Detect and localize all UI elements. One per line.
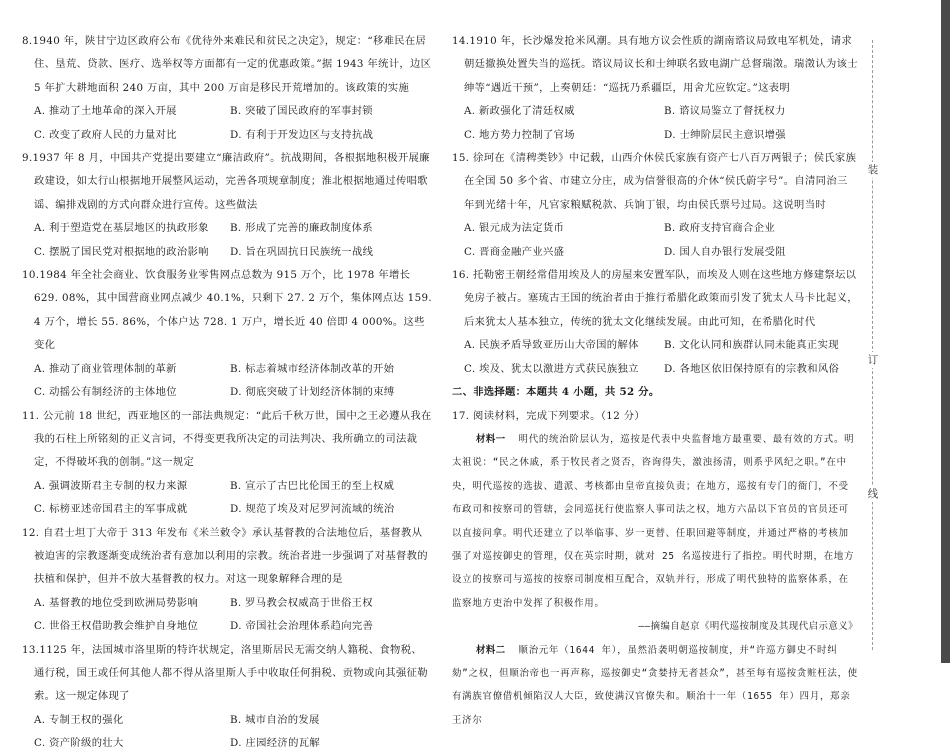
options bbox=[22, 709, 432, 756]
option-a: A. 银元成为法定货币 bbox=[464, 222, 565, 235]
option-b: B. 城市自治的发展 bbox=[230, 713, 320, 726]
options bbox=[452, 334, 858, 381]
binding-line bbox=[872, 40, 874, 650]
question-stem: 14.1910 年，长沙爆发抢米风潮。具有地方议会性质的湖南谘议局致电军机处，请求朝廷撤换处置失当的巡抚。谘议局议长和士绅联名致电湖广总督瑞澂。瑞澂认为该士绅等“遇近干预”，上奏朝廷：“巡抚乃系疆臣，用舍尤应钦定。”这表明 bbox=[452, 35, 858, 94]
option-d: D. 旨在巩固抗日民族统一战线 bbox=[230, 245, 374, 258]
option-d: D. 士绅阶层民主意识增强 bbox=[664, 128, 786, 141]
option-d: D. 国人自办银行发展受阻 bbox=[664, 245, 786, 258]
option-d: D. 规范了埃及对尼罗河流域的统治 bbox=[230, 503, 395, 516]
question-stem: 17. 阅读材料，完成下列要求。（12 分） bbox=[452, 409, 646, 422]
question-15 bbox=[452, 147, 858, 264]
question-stem: 10.1984 年全社会商业、饮食服务业零售网点总数为 915 万个，比 1978 年增长 629. 08%，其中国营商业网点减少 40.1%，只剩下 27. 2 万个，集体网点达 159. 4 万个，增长 55. 86%，个体户达 728. 1 万户，增长近 40 倍即 4 000%。这些变化 bbox=[22, 269, 432, 352]
question-stem: 12. 自君士坦丁大帝于 313 年发布《米兰敕令》承认基督教的合法地位后，基督教从被迫害的宗教逐渐变成统治者有意加以利用的宗教。统治者进一步强调了对基督教的扶植和保护，但并不放大基督教的权力。对这一现象解释合理的是 bbox=[22, 526, 428, 586]
material-1 bbox=[452, 428, 858, 615]
option-b: B. 形成了完善的廉政制度体系 bbox=[230, 222, 373, 235]
option-d: D. 各地区依旧保持原有的宗教和风俗 bbox=[664, 362, 840, 375]
page-edge-strip bbox=[941, 0, 950, 663]
option-a: A. 利于塑造党在基层地区的执政形象 bbox=[34, 222, 209, 235]
options bbox=[452, 100, 858, 147]
option-c: C. 晋商金融产业兴盛 bbox=[464, 245, 565, 258]
option-b: B. 谘议局鉴立了督抚权力 bbox=[664, 105, 786, 118]
question-stem: 16. 托勒密王朝经常借用埃及人的房屋来安置军队，而埃及人则在这些地方修建祭坛以免房子被占。塞琉古王国的统治者由于推行希腊化政策而引发了犹太人马卡比起义，后来犹太人基本独立，传统的犹太文化继续发展。由此可知，在希腊化时代 bbox=[452, 269, 858, 328]
option-c: C. 资产阶级的壮大 bbox=[34, 737, 124, 750]
question-stem: 8.1940 年，陕甘宁边区政府公布《优待外来难民和贫民之决定》，规定：“移难民在居住、垦荒、贷款、医疗、选举权等方面都有一定的优惠政策。”据 1943 年统计，边区 5 年扩大耕地面积 240 万亩，其中 200 万亩是移民开荒增加的。该政策的实施 bbox=[22, 35, 432, 94]
material-text: 顺治元年（1644 年），虽然沿袭明朝巡按制度，并“许巡方御史不时纠劾”之权，但顺治帝也一再声称，巡按御史“贪婪持无者甚众”，甚至每有巡按贪赃枉法，使有满族官僚借机倾陷汉人大臣，致使满汉官僚失和。顺治十一年（1655 年）四月，郑亲王济尔 bbox=[452, 644, 858, 726]
binding-char-xian: 线 bbox=[862, 486, 884, 502]
option-b: B. 文化认同和族群认同未能真正实现 bbox=[664, 339, 839, 352]
option-c: C. 动摇公有制经济的主体地位 bbox=[34, 386, 177, 399]
material-source: ——摘编自赵京《明代巡按制度及其现代启示意义》 bbox=[638, 621, 858, 633]
option-d: D. 彻底突破了计划经济体制的束缚 bbox=[230, 386, 395, 399]
option-c: C. 世俗王权借助教会维护自身地位 bbox=[34, 620, 199, 633]
options bbox=[22, 217, 432, 264]
question-14 bbox=[452, 30, 858, 147]
option-c: C. 改变了政府人民的力量对比 bbox=[34, 128, 177, 141]
material-2 bbox=[452, 639, 858, 733]
binding-char-ding: 订 bbox=[862, 352, 884, 368]
options bbox=[452, 217, 858, 264]
left-column bbox=[22, 30, 432, 756]
option-b: B. 政府支持官商合企业 bbox=[664, 222, 775, 235]
options bbox=[22, 358, 432, 405]
option-b: B. 宣示了古巴比伦国王的至上权威 bbox=[230, 479, 395, 492]
question-stem: 11. 公元前 18 世纪，西亚地区的一部法典规定：“此后千秋万世，国中之王必遵从我在我的石柱上所铭刻的正义言词，不得变更我所决定的司法判决、我所确立的司法裁定，不得破坏我的创制。”这一规定 bbox=[22, 409, 432, 469]
option-a: A. 推动了土地革命的深入开展 bbox=[34, 105, 177, 118]
option-d: D. 帝国社会治理体系趋向完善 bbox=[230, 620, 374, 633]
option-b: B. 标志着城市经济体制改革的开始 bbox=[230, 362, 395, 375]
material-text: 明代的统治阶层认为，巡按是代表中央监督地方最重要、最有效的方式。明太祖说：“民之休戚，系于牧民者之贤否，咨询得失，激浊扬清，则系乎风纪之职。”在中央，明代巡按的选拔、遣派、考核都由皇帝直接负责；在地方，巡按有专门的衙门，不受布政司和按察司的管辖，会同巡抚行使监察人事司法之权，地方六品以下官员的官员还可以直接问拿。明代还建立了以举临事、岁一更替、任职回避等制度，并通过严格的考核加强了对巡按御史的管理，仅在英宗时期，就对 25 名巡按进行了指控。明代时期，在地方设立的按察司与巡按的按察司制度相互配合，双轨并行，形成了明代独特的监察体系，在监察地方吏治中发挥了积极作用。 bbox=[452, 433, 855, 609]
option-a: A. 新政强化了清廷权威 bbox=[464, 105, 575, 118]
option-c: C. 标榜亚述帝国君主的军事成就 bbox=[34, 503, 188, 516]
binding-char-zhuang: 装 bbox=[862, 162, 884, 178]
option-c: C. 摆脱了国民党对根据地的政治影响 bbox=[34, 245, 209, 258]
material-label: 材料一 bbox=[476, 433, 506, 445]
question-stem: 9.1937 年 8 月，中国共产党提出要建立“廉洁政府”。抗战期间，各根据地积极开展廉政建设，如太行山根据地开展整风运动，完善各项规章制度；淮北根据地通过传唱歌谣、编排戏剧的方式向群众进行宣传。这些做法 bbox=[22, 152, 430, 211]
options bbox=[22, 592, 432, 639]
option-a: A. 专制王权的强化 bbox=[34, 713, 124, 726]
option-b: B. 突破了国民政府的军事封锁 bbox=[230, 105, 373, 118]
question-stem: 15. 徐珂在《清稗类钞》中记载，山西介休侯氏家族有资产七八百万两银子；侯氏家族在全国 50 多个省、市建立分庄，成为信誉很高的介休“侯氏蔚字号”。自清同治三年到光绪十年，凡官家粮赋税款、兵饷丁银，均由侯氏票号过局。这说明当时 bbox=[452, 152, 857, 211]
question-stem: 13.1125 年，法国城市洛里斯的特许状规定，洛里斯居民无需交纳人籍税、食物税、通行税，国王或任何其他人都不得从洛里斯人手中收取任何捐税、贡物或向其强征勒索。这一规定体现了 bbox=[22, 643, 428, 703]
right-column bbox=[452, 30, 858, 732]
option-a: A. 民族矛盾导致亚历山大帝国的解体 bbox=[464, 339, 639, 352]
option-d: D. 庄园经济的瓦解 bbox=[230, 737, 321, 750]
option-a: A. 基督教的地位受到欧洲局势影响 bbox=[34, 596, 199, 609]
question-17 bbox=[452, 405, 858, 733]
question-9 bbox=[22, 147, 432, 264]
question-13 bbox=[22, 639, 432, 756]
option-b: B. 罗马教会权威高于世俗王权 bbox=[230, 596, 373, 609]
option-a: A. 推动了商业管理体制的革新 bbox=[34, 362, 177, 375]
question-8 bbox=[22, 30, 432, 147]
question-12 bbox=[22, 522, 432, 639]
options bbox=[22, 475, 432, 522]
option-c: C. 地方势力控制了官场 bbox=[464, 128, 575, 141]
option-d: D. 有利于开发边区与支持抗战 bbox=[230, 128, 374, 141]
section-heading: 二、非选择题：本题共 4 小题，共 52 分。 bbox=[452, 386, 660, 399]
option-c: C. 埃及、犹太以激进方式获民族独立 bbox=[464, 362, 639, 375]
options bbox=[22, 100, 432, 147]
question-11 bbox=[22, 405, 432, 522]
option-a: A. 强调波斯君主专制的权力来源 bbox=[34, 479, 188, 492]
question-10 bbox=[22, 264, 432, 404]
material-label: 材料二 bbox=[476, 644, 506, 656]
question-16 bbox=[452, 264, 858, 381]
